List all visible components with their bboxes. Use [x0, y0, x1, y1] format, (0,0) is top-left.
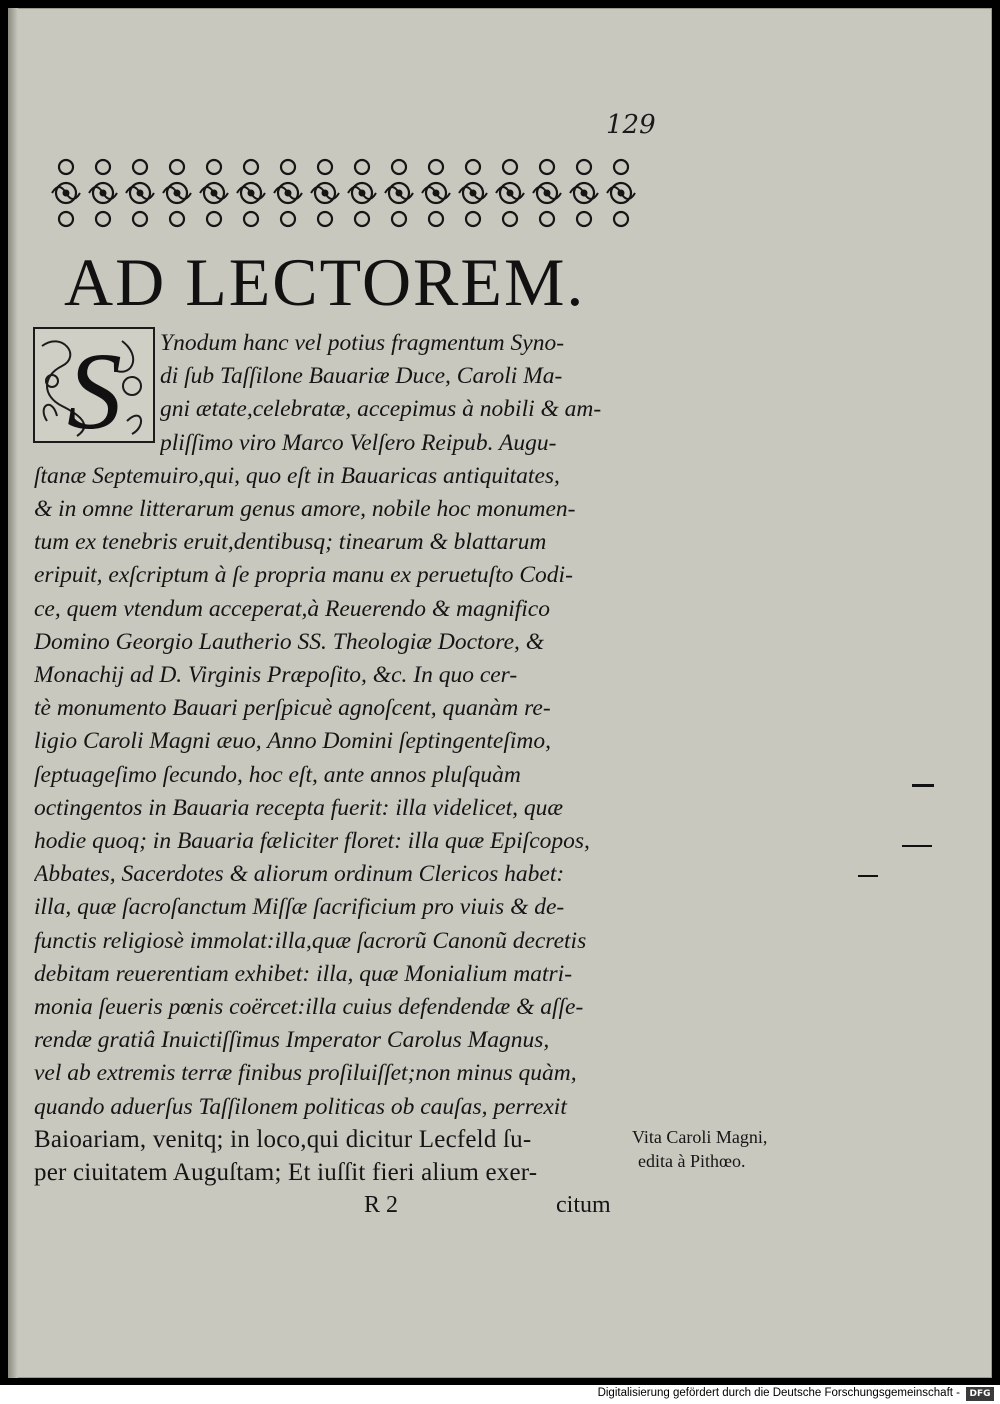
text-line: eripuit, exſcriptum à ſe propria manu ex peruetuſto Codi- [34, 562, 573, 589]
signature-mark: R 2 [364, 1192, 399, 1218]
decorated-initial-s [32, 326, 156, 444]
text-line: debitam reuerentiam exhibet: illa, quæ Monialium matri- [34, 960, 573, 987]
text-line: ſeptuageſimo ſecundo, hoc eſt, ante annos pluſquàm [34, 761, 521, 788]
catchword: citum [556, 1192, 611, 1218]
footer-bar [0, 1385, 1000, 1404]
page-edge [8, 8, 18, 1378]
text-line: pliſſimo viro Marco Velſero Reipub. Augu- [160, 429, 557, 456]
svg-text:S: S [67, 330, 122, 444]
text-line: hodie quoq; in Bauaria fæliciter floret: illa quæ Epiſcopos, [34, 828, 590, 854]
page-number: 129 [606, 110, 656, 140]
margin-mark [858, 875, 878, 877]
text-line: functis religiosè immolat:illa,quæ ſacrorũ Canonũ decretis [34, 927, 587, 954]
margin-mark [912, 784, 934, 787]
text-line: quando aduerſus Taſſilonem politicas ob cauſas, perrexit [34, 1093, 567, 1120]
text-line: illa, quæ ſacroſanctum Miſſæ ſacrificium pro viuis & de- [34, 894, 565, 921]
footer-credit: Digitalisierung gefördert durch die Deutsche Forschungsgemeinschaft - [597, 1387, 960, 1399]
margin-note-line-1: Vita Caroli Magni, [632, 1127, 768, 1147]
text-line: Domino Georgio Lautherio SS. Theologiæ Doctore, & [34, 628, 545, 655]
text-line: Abbates, Sacerdotes & aliorum ordinum Clericos habet: [34, 861, 565, 888]
text-line: ſtanæ Septemuiro,qui, quo eſt in Bauaricas antiquitates, [34, 462, 560, 489]
text-line: rendæ gratiâ Inuictiſſimus Imperator Carolus Magnus, [34, 1027, 550, 1054]
text-line: gni ætate,celebratæ, accepimus à nobili & am- [160, 396, 602, 423]
text-line: octingentos in Bauaria recepta fuerit: illa videlicet, quæ [34, 794, 564, 821]
text-line: tè monumento Bauari perſpicuè agnoſcent, quanàm re- [34, 695, 551, 722]
text-line: ce, quem vtendum acceperat,à Reuerendo & magnifico [34, 595, 550, 622]
text-line: di ſub Taſſilone Bauariæ Duce, Caroli Ma- [160, 363, 563, 390]
margin-mark [902, 845, 932, 847]
text-line: Ynodum hanc vel potius fragmentum Syno- [160, 330, 565, 356]
text-line: per ciuitatem Auguſtam; Et iuſſit fieri alium exer- [34, 1159, 538, 1186]
text-line: monia ſeueris pœnis coërcet:illa cuius defendendæ & aſſe- [34, 994, 584, 1020]
text-line: Monachij ad D. Virginis Præpoſito, &c. In quo cer- [34, 662, 518, 688]
text-line: tum ex tenebris eruit,dentibusq; tinearum & blattarum [34, 529, 547, 556]
margin-note-line-2: edita à Pithœo. [638, 1151, 746, 1171]
text-line: ligio Caroli Magni æuo, Anno Domini ſeptingenteſimo, [34, 728, 551, 755]
dfg-logo: DFG [966, 1387, 994, 1401]
page-title: AD LECTOREM. [64, 244, 586, 320]
text-line: & in omne litterarum genus amore, nobile hoc monumen- [34, 496, 576, 522]
text-line: Baioariam, venitq; in loco,qui dicitur Lecfeld ſu- [34, 1125, 532, 1153]
text-line: vel ab extremis terræ finibus proſiluiſſet;non minus quàm, [34, 1060, 577, 1087]
catchword-line [34, 1192, 634, 1226]
ornamental-headpiece [48, 145, 646, 237]
